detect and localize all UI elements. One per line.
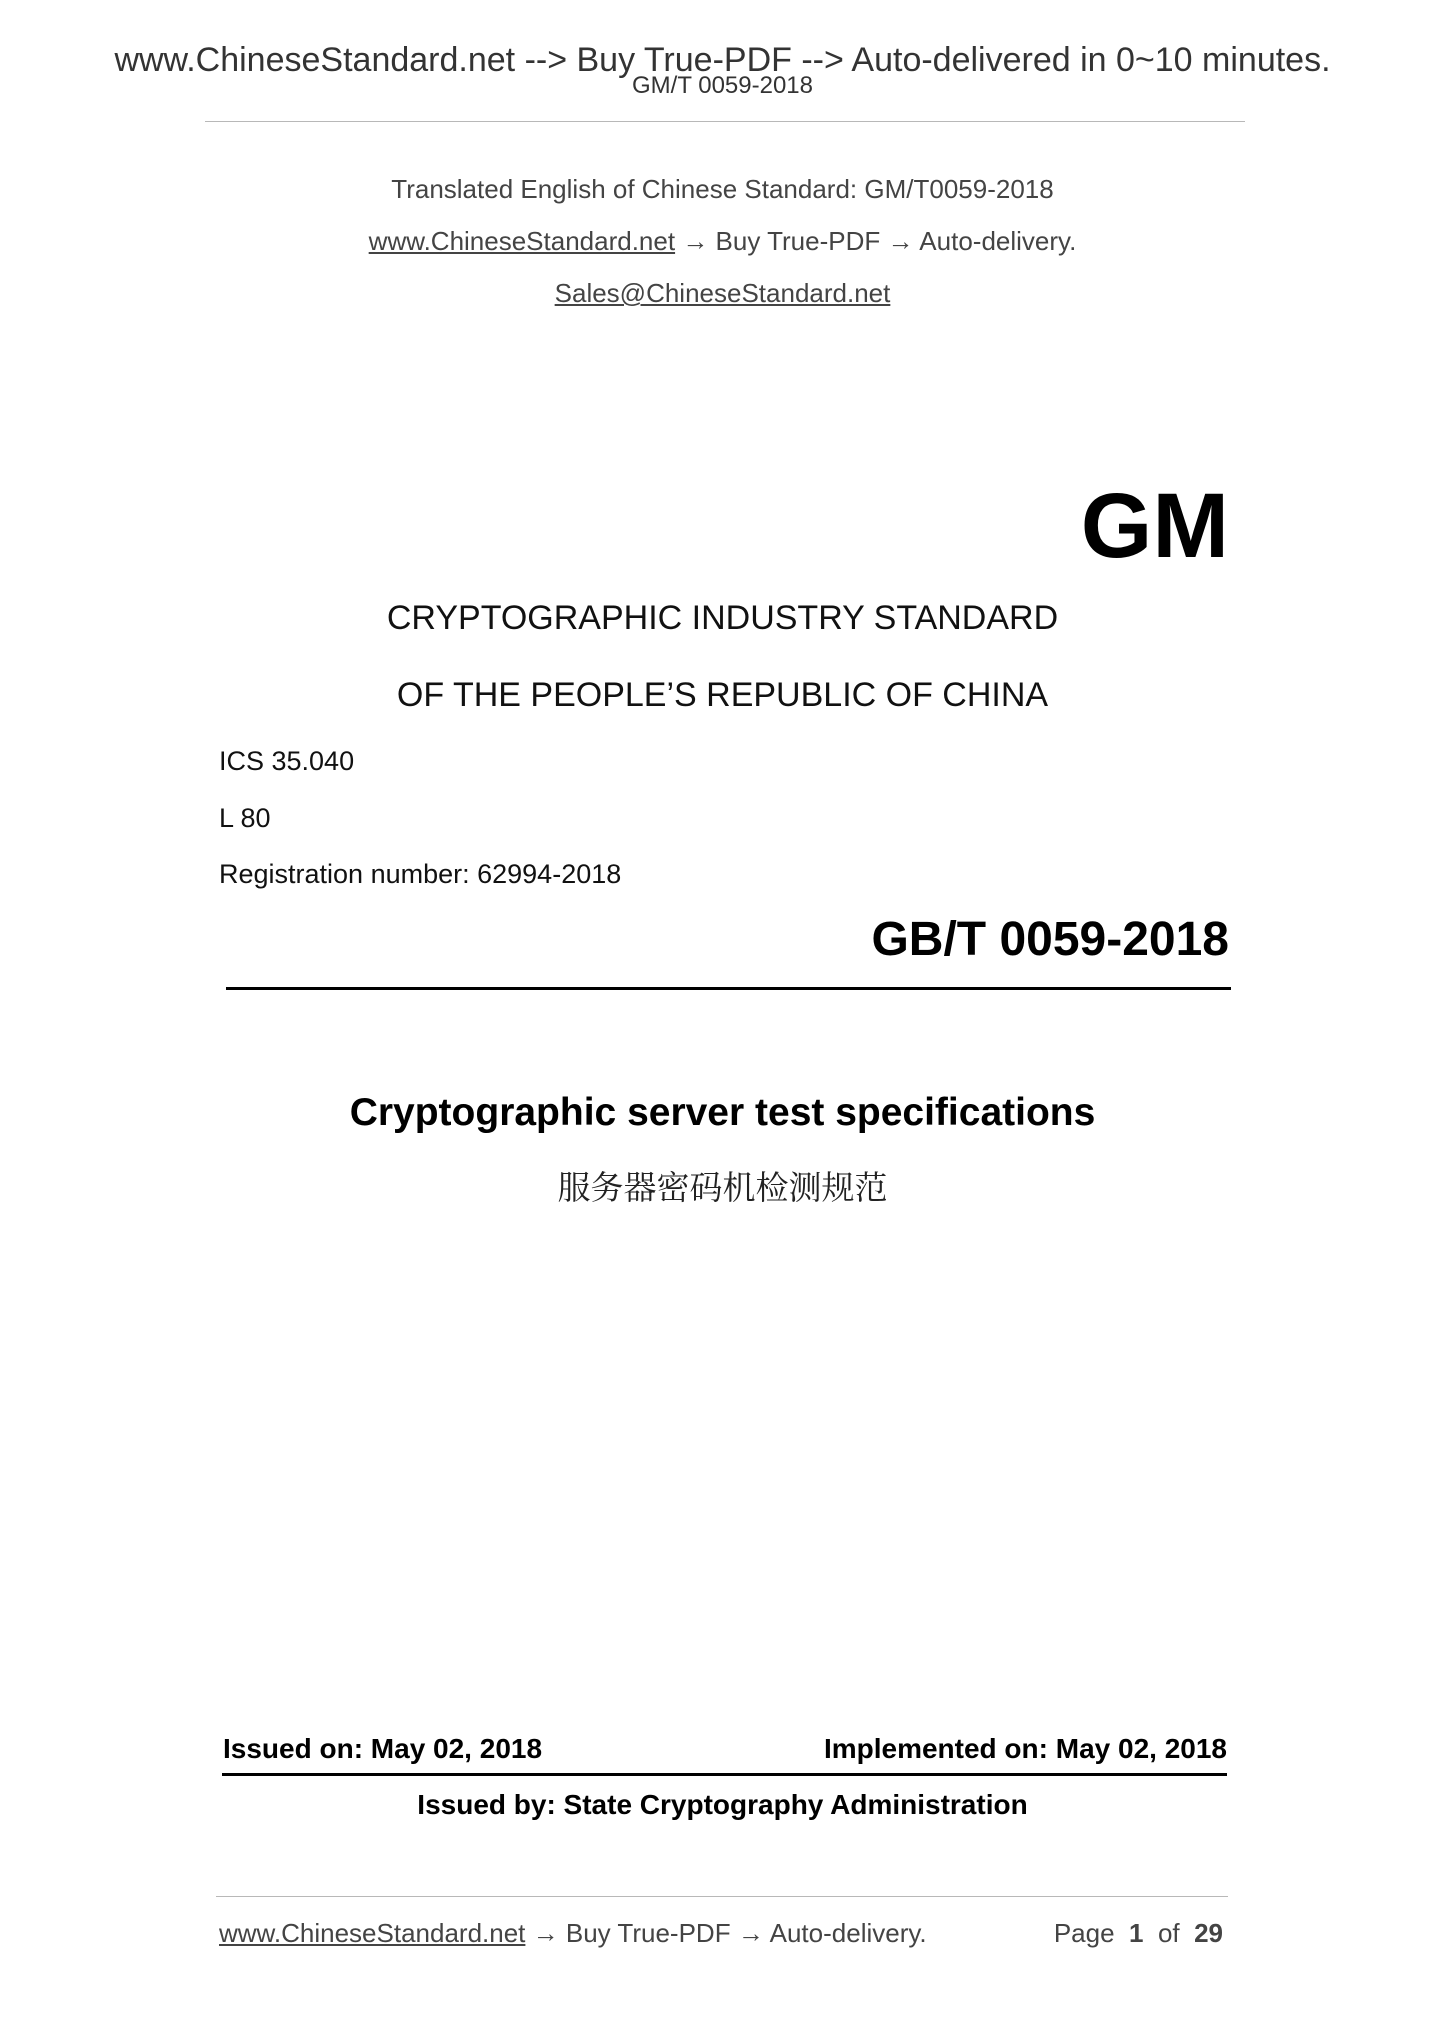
of-label: of xyxy=(1157,1918,1180,1948)
page-label: Page xyxy=(1053,1918,1115,1948)
page-indicator xyxy=(1054,1917,1223,1949)
auto-delivery-text: Auto-delivery. xyxy=(919,226,1077,256)
issued-on: Issued on: May 02, 2018 xyxy=(223,1733,543,1764)
buy-pdf-text: Buy True-PDF xyxy=(715,226,881,256)
sales-email-link[interactable]: Sales@ChineseStandard.net xyxy=(554,278,891,308)
footer-delivery-text: Auto-delivery. xyxy=(769,1918,927,1948)
implemented-on: Implemented on: May 02, 2018 xyxy=(823,1733,1227,1764)
footer-site-link[interactable]: www.ChineseStandard.net xyxy=(219,1918,526,1948)
footer-rule xyxy=(216,1896,1228,1897)
footer-links xyxy=(219,1917,927,1949)
document-title: Cryptographic server test specifications xyxy=(349,1091,1096,1134)
arrow-right-icon: → xyxy=(532,1918,559,1948)
standard-line-1: CRYPTOGRAPHIC INDUSTRY STANDARD xyxy=(386,599,1059,637)
translation-links xyxy=(0,225,1445,257)
email-row xyxy=(0,277,1445,309)
code-rule xyxy=(226,987,1231,990)
top-banner: www.ChineseStandard.net --> Buy True-PDF --> Auto-delivered in 0~10 minutes. xyxy=(114,41,1331,79)
footer-buy-text: Buy True-PDF xyxy=(565,1918,731,1948)
header-rule xyxy=(205,121,1245,122)
issue-rule xyxy=(222,1773,1227,1776)
translation-note: Translated English of Chinese Standard: GM/T0059-2018 xyxy=(391,174,1054,204)
registration-number: Registration number: 62994-2018 xyxy=(219,859,622,889)
ics-code: ICS 35.040 xyxy=(219,746,355,776)
arrow-right-icon: → xyxy=(737,1918,764,1948)
gm-mark: GM xyxy=(1080,475,1229,577)
header-doc-id: GM/T 0059-2018 xyxy=(632,72,813,99)
standard-line-2: OF THE PEOPLE’S REPUBLIC OF CHINA xyxy=(396,676,1049,714)
site-link[interactable]: www.ChineseStandard.net xyxy=(368,226,676,256)
page-number: 1 xyxy=(1129,1918,1144,1948)
document-title-chinese: 服务器密码机检测规范 xyxy=(557,1168,888,1207)
issued-by: Issued by: State Cryptography Administration xyxy=(417,1789,1028,1820)
l-code: L 80 xyxy=(219,803,271,833)
arrow-right-icon: → xyxy=(682,226,709,256)
standard-code: GB/T 0059-2018 xyxy=(871,913,1229,966)
arrow-right-icon: → xyxy=(887,226,914,256)
page-total: 29 xyxy=(1194,1918,1223,1948)
